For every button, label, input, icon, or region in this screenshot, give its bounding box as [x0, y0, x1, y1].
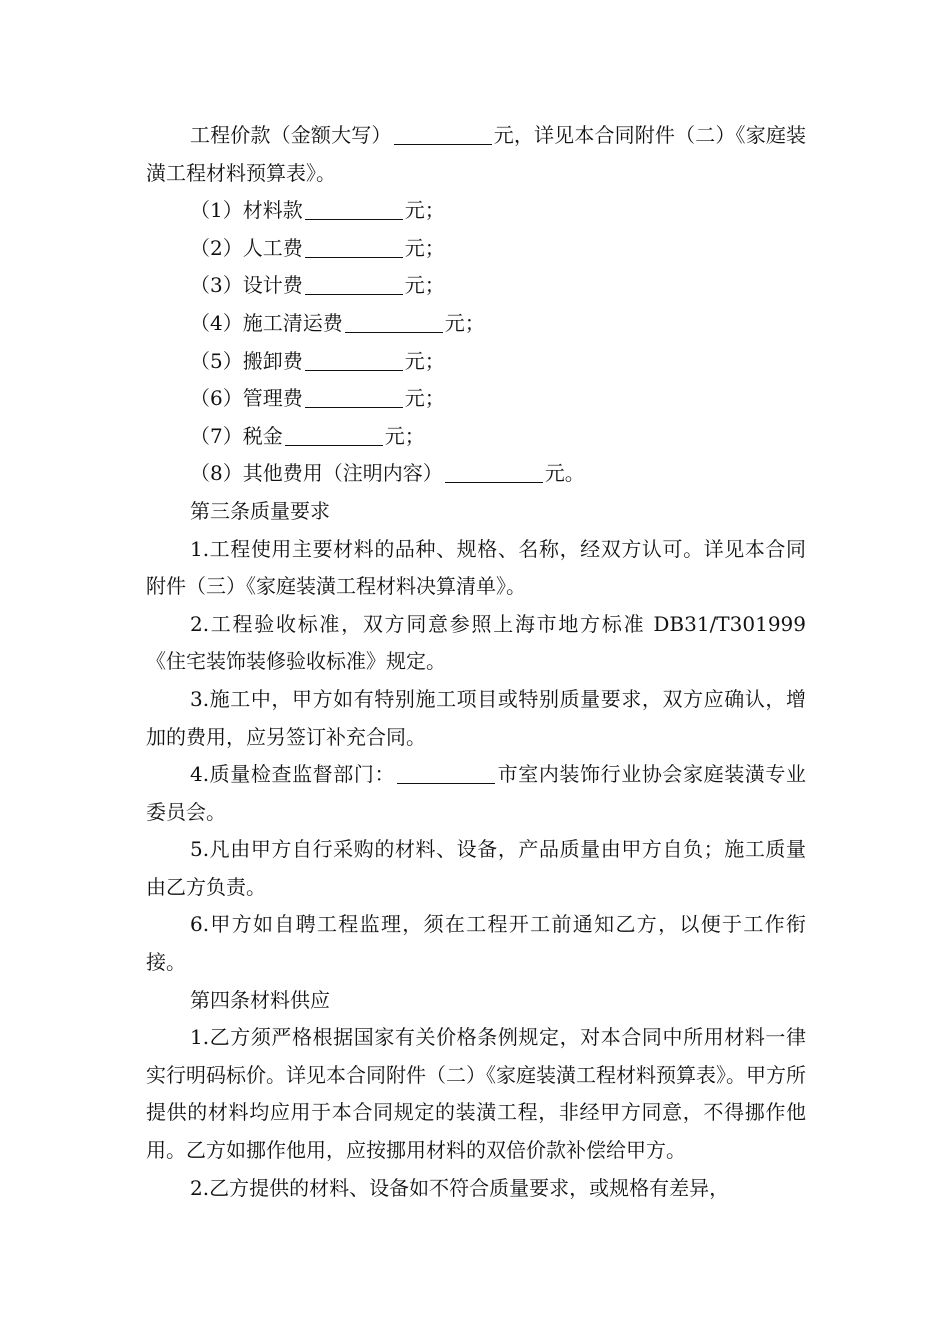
- fee-unit: 元；: [404, 198, 445, 223]
- fee-unit: 元；: [404, 235, 445, 260]
- fee-blank: [305, 272, 403, 295]
- fee-item: [146, 305, 806, 343]
- fee-item: [146, 380, 806, 418]
- fee-unit: 元；: [404, 386, 445, 411]
- fee-label: （4）施工清运费: [190, 310, 343, 335]
- fee-blank: [305, 348, 403, 371]
- fee-item: [146, 343, 806, 381]
- fee-item: [146, 267, 806, 305]
- article-3-item-5: 5.凡由甲方自行采购的材料、设备，产品质量由甲方自负；施工质量由乙方负责。: [146, 837, 806, 899]
- fee-label: （2）人工费: [190, 235, 303, 260]
- price-intro-text: 工程价款（金额大写）: [190, 123, 392, 147]
- article-3-item-2: 2.工程验收标准，双方同意参照上海市地方标准 DB31/T301999《住宅装饰装修验收标准》规定。: [146, 611, 806, 674]
- fee-blank: [305, 235, 403, 258]
- fee-blank: [285, 423, 383, 446]
- article-4-item-1: 1.乙方须严格根据国家有关价格条例规定，对本合同中所用材料一律实行明码标价。详见本合同附件（二）《家庭装潢工程材料预算表》。甲方所提供的材料均应用于本合同规定的装潢工程，非经甲方同意，不得挪作他用。乙方如挪作他用，应按挪用材料的双倍价款补偿给甲方。: [146, 1025, 806, 1163]
- fee-unit: 元；: [404, 273, 445, 298]
- fee-item: [146, 418, 806, 456]
- fee-blank: [445, 460, 543, 483]
- fee-label: （6）管理费: [190, 386, 303, 411]
- price-paragraph: [146, 117, 806, 192]
- fee-unit: 元；: [384, 423, 425, 448]
- article-3-item-3: 3.施工中，甲方如有特别施工项目或特别质量要求，双方应确认，增加的费用，应另签订补充合同。: [146, 686, 806, 749]
- fee-unit: 元。: [544, 461, 585, 486]
- fee-item: [146, 230, 806, 268]
- article-4-item-2: 2.乙方提供的材料、设备如不符合质量要求，或规格有差异，: [190, 1175, 730, 1200]
- article-3-item-1: 1.工程使用主要材料的品种、规格、名称，经双方认可。详见本合同附件（三）《家庭装潢工程材料决算清单》。: [146, 536, 806, 599]
- document-body: [146, 117, 806, 1207]
- article-4-heading: 第四条材料供应: [190, 987, 330, 1012]
- price-intro-rest: 元，详见本合同附件（二）《家庭装潢工程材料预算表》。: [146, 123, 807, 185]
- item-4-rest: 市室内装饰行业协会家庭装潢专业委员会。: [146, 762, 806, 824]
- fee-label: （8）其他费用（注明内容）: [190, 461, 443, 486]
- fee-label: （1）材料款: [190, 198, 303, 223]
- article-3-item-6: 6.甲方如自聘工程监理，须在工程开工前通知乙方，以便于工作衔接。: [146, 912, 806, 975]
- article-3-heading: 第三条质量要求: [190, 498, 330, 523]
- fee-blank: [345, 310, 443, 333]
- fee-label: （5）搬卸费: [190, 348, 303, 373]
- fee-item: [146, 192, 806, 230]
- fee-item: [146, 455, 806, 493]
- fee-label: （3）设计费: [190, 273, 303, 298]
- fee-blank: [305, 385, 403, 408]
- fee-unit: 元；: [404, 348, 445, 373]
- fee-label: （7）税金: [190, 423, 283, 448]
- item-4-label: 4.质量检查监督部门：: [190, 762, 396, 787]
- supervision-blank: [397, 761, 495, 784]
- fee-blank: [305, 197, 403, 220]
- amount-blank: [394, 122, 492, 145]
- article-3-item-4: [146, 756, 806, 831]
- fee-unit: 元；: [444, 310, 485, 335]
